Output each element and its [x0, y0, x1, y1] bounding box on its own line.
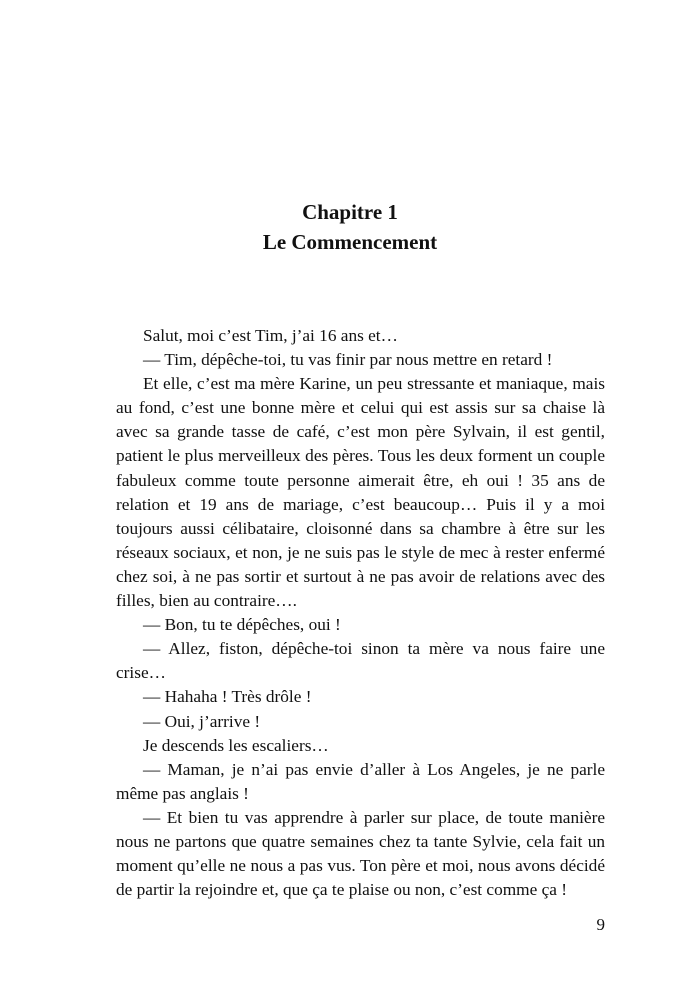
- paragraph: Et elle, c’est ma mère Karine, un peu stressante et maniaque, mais au fond, c’est une bonne mère et celui qui est assis sur sa chaise là avec sa grande tasse de café, c’est mon père Sylvain, il est gentil, patient le plus merveilleux des pères. Tous les deux forment un couple fabuleux comme toute personne aimerait être, eh oui ! 35 ans de relation et 19 ans de mariage, c’est beaucoup… Puis il y a moi toujours aussi célibataire, cloisonné dans sa chambre à être sur les réseaux sociaux, et non, je ne suis pas le style de mec à rester enfermé chez soi, à ne pas sortir et surtout à ne pas avoir de relations avec des filles, bien au contraire….: [116, 374, 605, 611]
- dialogue-paragraph: — Allez, fiston, dépêche-toi sinon ta mère va nous faire une crise…: [116, 639, 605, 683]
- dialogue-paragraph: — Hahaha ! Très drôle !: [143, 687, 312, 707]
- chapter-title: Le Commencement: [262, 230, 438, 254]
- dialogue-paragraph: — Tim, dépêche-toi, tu vas finir par nous mettre en retard !: [143, 350, 553, 370]
- paragraph: Je descends les escaliers…: [143, 735, 329, 755]
- dialogue-paragraph: — Bon, tu te dépêches, oui !: [143, 615, 341, 635]
- dialogue-paragraph: — Et bien tu vas apprendre à parler sur place, de toute manière nous ne partons que quatre semaines chez ta tante Sylvie, cela fait un moment qu’elle ne nous a pas vus. Ton père et moi, nous avons décidé de partir la rejoindre et, que ça te plaise ou non, c’est comme ça !: [116, 807, 605, 900]
- dialogue-paragraph: — Maman, je n’ai pas envie d’aller à Los Angeles, je ne parle même pas anglais !: [116, 759, 605, 803]
- chapter-body: [116, 324, 605, 902]
- chapter-number: Chapitre 1: [302, 200, 398, 224]
- dialogue-paragraph: — Oui, j’arrive !: [143, 711, 261, 731]
- page-number: 9: [596, 915, 605, 934]
- paragraph: Salut, moi c’est Tim, j’ai 16 ans et…: [143, 326, 398, 345]
